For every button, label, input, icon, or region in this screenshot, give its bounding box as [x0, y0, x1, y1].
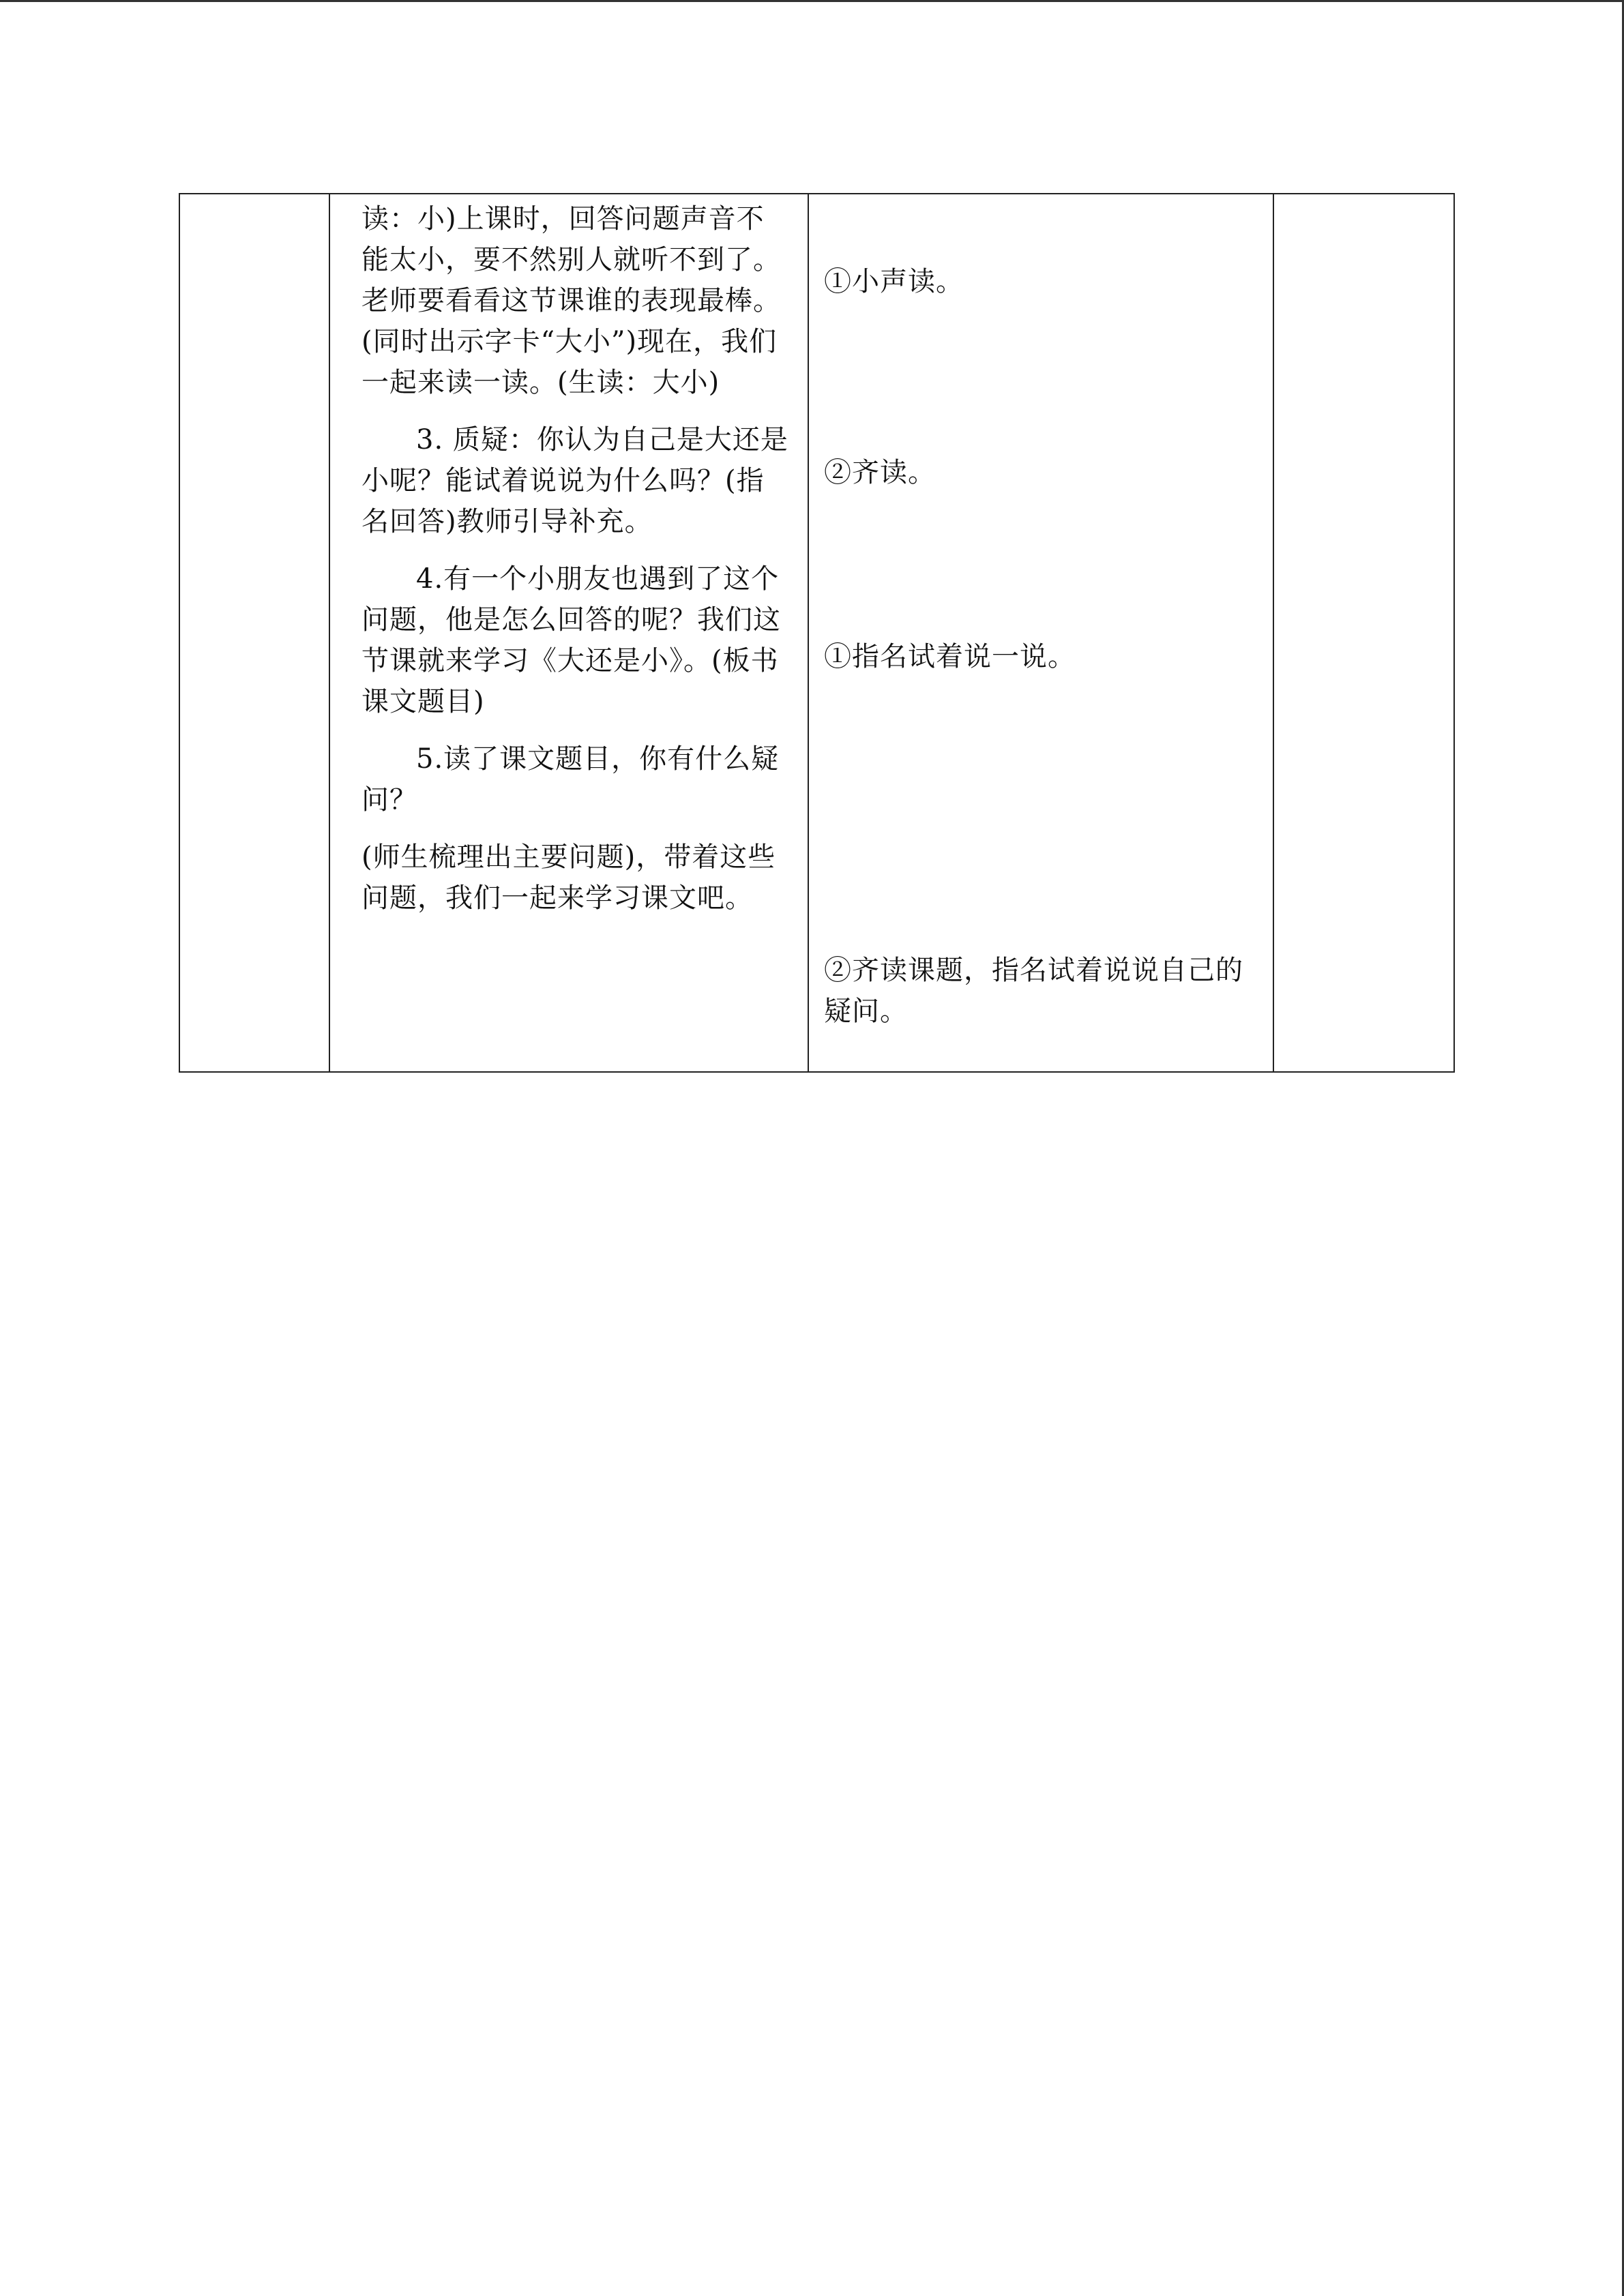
- student-item-2: ②齐读。: [824, 457, 936, 488]
- table-row: [179, 194, 1454, 1072]
- teacher-paragraph-3: 4.有一个小朋友也遇到了这个问题，他是怎么回答的呢？我们这节课就来学习《大还是小》。(板书课文题目): [361, 563, 781, 717]
- page-top-border: [0, 0, 1624, 2]
- student-item-1: ①小声读。: [824, 266, 964, 297]
- student-activity-cell: [808, 194, 1273, 1072]
- teacher-paragraph-4: 5.读了课文题目，你有什么疑问？: [361, 743, 780, 816]
- stage-cell: [179, 194, 329, 1072]
- teacher-paragraph-2: 3. 质疑：你认为自己是大还是小呢？能试着说说为什么吗？(指名回答)教师引导补充。: [361, 424, 788, 537]
- notes-cell: [1273, 194, 1454, 1072]
- teacher-activity-cell: [329, 194, 808, 1072]
- lesson-plan-table: [179, 193, 1455, 1073]
- student-item-3: ①指名试着说一说。: [824, 641, 1076, 672]
- teacher-paragraph-5: (师生梳理出主要问题)，带着这些问题，我们一起来学习课文吧。: [361, 841, 776, 914]
- student-item-4: ②齐读课题，指名试着说说自己的疑问。: [824, 955, 1243, 1027]
- teacher-paragraph-1: 读：小)上课时，回答问题声音不能太小，要不然别人就听不到了。老师要看看这节课谁的表现最棒。(同时出示字卡“大小”)现在，我们一起来读一读。(生读：大小): [361, 203, 781, 398]
